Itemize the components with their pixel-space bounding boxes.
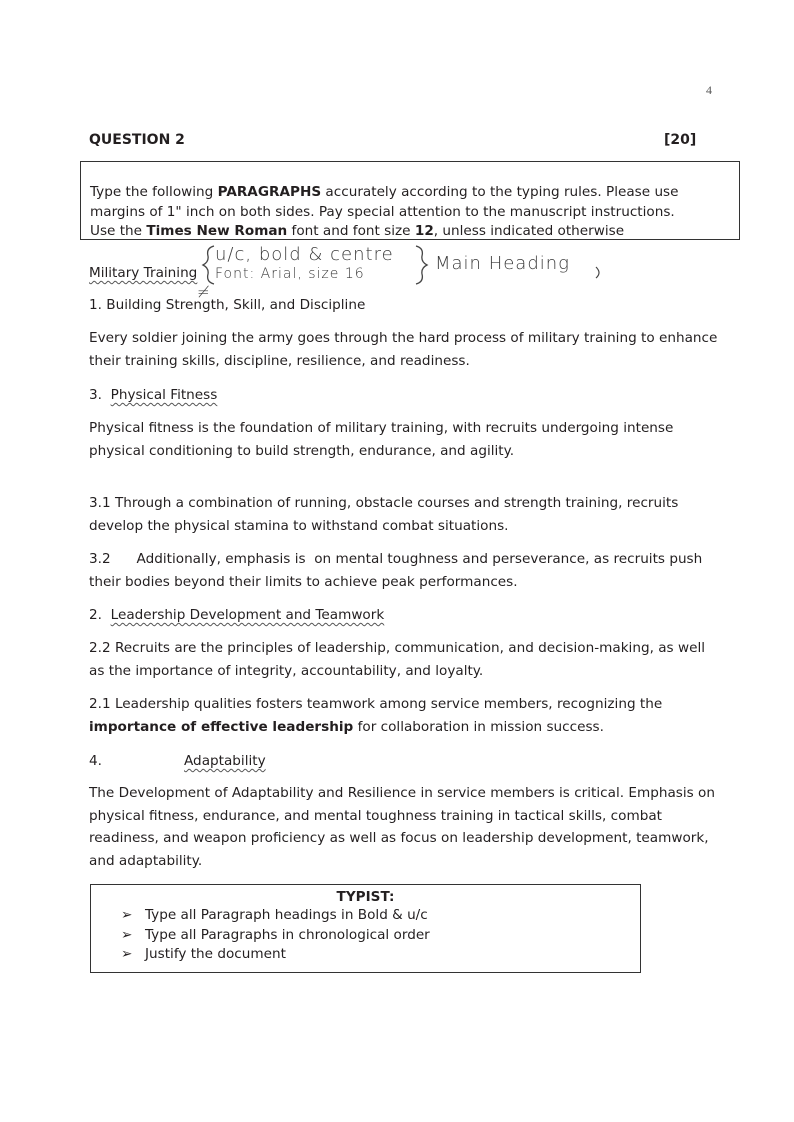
instr-text-2: accurately according to the typing rules. Please use margins of 1" inch on both sides. Pay special attention to the manuscript instructions. [90,184,679,220]
instr-text-4: font and font size [287,223,415,239]
typist-box [90,884,641,973]
section-2-2-paragraph: 2.2 Recruits are the principles of leadership, communication, and decision-making, as well as the importance of integrity, accountability, and loyalty. [89,640,705,679]
section-3-paragraph: Physical fitness is the foundation of military training, with recruits undergoing intense physical conditioning to build strength, endurance, and agility. [89,420,674,459]
typist-item-text: Type all Paragraphs in chronological order [145,926,430,943]
question-title: QUESTION 2 [89,132,185,148]
section-2-number: 2. [89,607,111,623]
section-3-title: Physical Fitness [110,387,218,403]
section-2-title: Leadership Development and Teamwork [110,607,385,623]
typist-title: TYPIST: [336,889,395,905]
section-1-heading: 1. Building Strength, Skill, and Discipline [89,297,366,313]
instr-text-3: Use the [90,223,147,239]
section-4-number: 4. [89,753,102,769]
annotation-not-equal: ≠ [197,283,210,301]
arrow-bullet-icon: ➢ [121,907,133,923]
section-3-number: 3. [89,387,111,403]
instr-text-1: Type the following [90,184,218,200]
section-2-1-bold: importance of effective leadership [89,718,354,735]
typist-item-text: Justify the document [145,946,286,962]
question-marks: [20] [664,132,697,148]
typist-item [121,945,430,965]
section-3-2-paragraph: 3.2 Additionally, emphasis is on mental toughness and perseverance, as recruits push their bodies beyond their limits to achieve peak performances. [89,551,707,590]
section-3-1-paragraph: 3.1 Through a combination of running, obstacle courses and strength training, recruits develop the physical stamina to withstand combat situations. [89,495,679,534]
main-heading-text: Military Training [89,265,198,281]
instructions-box [80,161,740,240]
instr-bold-font: Times New Roman [146,223,288,239]
annotation-heading-font: Font: Arial, size 16 [215,266,365,282]
section-1-paragraph: Every soldier joining the army goes through the hard process of military training to enhance their training skills, discipline, resilience, and readiness. [89,330,718,369]
instr-text-5: , unless indicated otherwise [433,223,625,239]
arrow-bullet-icon: ➢ [121,926,133,943]
main-heading [89,262,197,284]
section-2-1-paragraph [89,693,719,738]
arrow-bullet-icon: ➢ [121,946,133,962]
typist-item-text: Type all Paragraph headings in Bold & u/c [145,907,428,923]
typist-list [121,906,430,965]
typist-item [121,906,430,926]
annotation-heading-format: u/c, bold & centre [215,244,394,265]
instr-bold-paragraphs: PARAGRAPHS [217,184,322,200]
typist-item [121,926,430,946]
section-2-heading [89,604,384,626]
annotation-main-heading: Main Heading [435,253,570,274]
section-2-1-text-1: 2.1 Leadership qualities fosters teamwork among service members, recognizing the [89,696,663,712]
section-2-1-text-2: for collaboration in mission success. [353,718,604,735]
instr-bold-size: 12 [414,223,434,239]
section-4-title: Adaptability [184,753,266,769]
page-number: 4 [706,83,712,97]
section-3-heading [89,384,217,406]
section-4-paragraph: The Development of Adaptability and Resilience in service members is critical. Emphasis on physical fitness, endurance, and mental toughness training in tactical skills, combat readiness, and weapon proficiency as well as focus on leadership development, teamwork, and adaptability. [89,785,715,869]
instructions-text [90,183,735,242]
section-4-heading [184,750,266,772]
